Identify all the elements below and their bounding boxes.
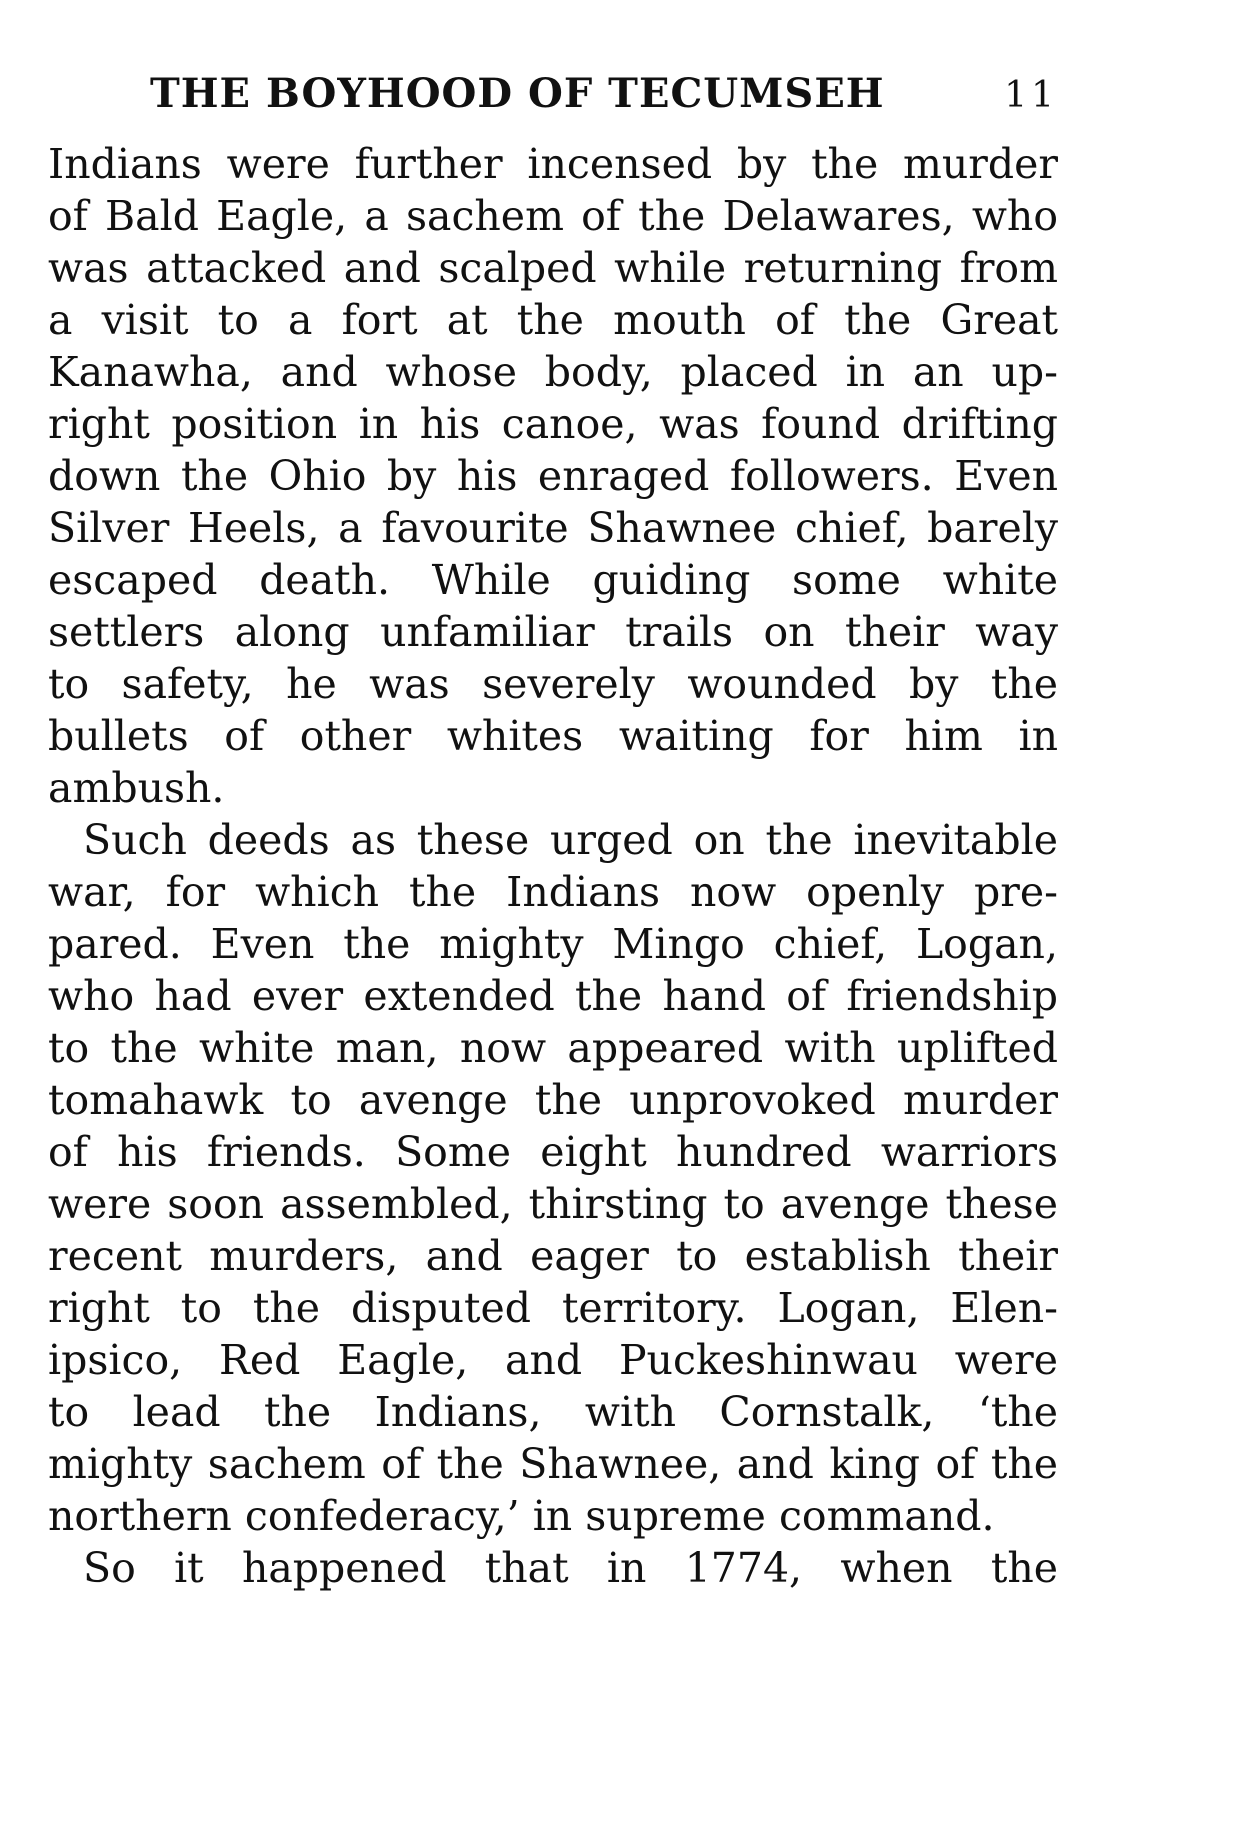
book-page (48, 70, 1058, 1594)
text-line: Such deeds as these urged on the inevitable (83, 816, 1058, 864)
text-line: right position in his canoe, was found drifting (48, 400, 1058, 448)
running-head (48, 70, 1058, 130)
text-line: down the Ohio by his enraged followers. Even (48, 452, 1058, 500)
text-line: mighty sachem of the Shawnee, and king of the (48, 1440, 1058, 1488)
text-line: to the white man, now appeared with uplifted (48, 1024, 1058, 1072)
text-line: northern confederacy,’ in supreme command. (48, 1492, 995, 1540)
text-line: of Bald Eagle, a sachem of the Delawares, who (48, 192, 1058, 240)
text-line: to lead the Indians, with Cornstalk, ‘the (48, 1388, 1058, 1436)
text-line: recent murders, and eager to establish their (48, 1232, 1058, 1280)
text-line: escaped death. While guiding some white (48, 556, 1058, 604)
text-line: tomahawk to avenge the unprovoked murder (48, 1076, 1058, 1124)
text-line: right to the disputed territory. Logan, Elen- (48, 1284, 1058, 1332)
text-line: Kanawha, and whose body, placed in an up- (48, 348, 1058, 396)
text-line: Indians were further incensed by the murder (48, 140, 1058, 188)
text-line: bullets of other whites waiting for him in (48, 712, 1058, 760)
text-line: to safety, he was severely wounded by the (48, 660, 1058, 708)
text-line: settlers along unfamiliar trails on their way (48, 608, 1058, 656)
body-text (48, 138, 1058, 1594)
text-line: pared. Even the mighty Mingo chief, Logan, (48, 920, 1058, 968)
text-line: ambush. (48, 764, 225, 812)
text-line: a visit to a fort at the mouth of the Great (48, 296, 1058, 344)
text-line: war, for which the Indians now openly pre- (48, 868, 1058, 916)
text-line: was attacked and scalped while returning from (48, 244, 1058, 292)
text-line: Silver Heels, a favourite Shawnee chief, barely (48, 504, 1058, 552)
text-line: were soon assembled, thirsting to avenge these (48, 1180, 1058, 1228)
text-line: who had ever extended the hand of friendship (48, 972, 1058, 1020)
text-line: of his friends. Some eight hundred warriors (48, 1128, 1058, 1176)
page-number: 11 (1004, 75, 1058, 116)
running-head-title: THE BOYHOOD OF TECUMSEH (150, 70, 885, 117)
text-line: So it happened that in 1774, when the (83, 1544, 1058, 1592)
text-line: ipsico, Red Eagle, and Puckeshinwau were (48, 1336, 1058, 1384)
